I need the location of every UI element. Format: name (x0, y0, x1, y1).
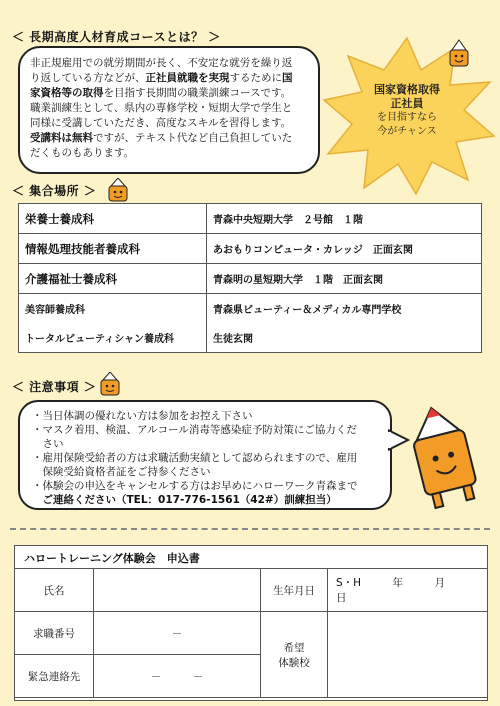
course-name: 美容師養成科 (19, 294, 207, 324)
section-title-meeting-place: ＜ 集合場所 ＞ (12, 184, 97, 198)
table-row (19, 234, 482, 264)
desc-line: ですが、テキスト代など自己負担していた (93, 132, 293, 144)
course-name: 情報処理技能者養成科 (19, 234, 207, 264)
birth-label: 生年月日 (261, 569, 328, 612)
desc-line: 同様に受講していただき、高度なスキルを習得します。 (30, 117, 292, 129)
desired-school-label (261, 612, 328, 698)
form-title: ハロートレーニング体験会 申込書 (24, 552, 200, 565)
application-form-table (14, 568, 488, 698)
birth-field[interactable]: S・H 年 月 日 (328, 569, 488, 612)
table-row (19, 294, 482, 324)
section-title-notes: ＜ 注意事項 ＞ (12, 380, 97, 394)
mascot-icon (104, 178, 132, 204)
meeting-place: あおもりコンピュータ・カレッジ 正面玄関 (207, 234, 482, 264)
meeting-place: 生徒玄関 (207, 323, 482, 353)
desc-emphasis: 国 (282, 72, 293, 84)
desc-line: 職業訓練生として、県内の専修学校・短期大学で学生と (30, 102, 293, 114)
form-row (15, 612, 488, 655)
course-name: 栄養士養成科 (19, 204, 207, 234)
section-title-course: ＜ 長期高度人材育成コースとは？ ＞ (12, 30, 221, 44)
meeting-place: 青森県ビューティー＆メディカル専門学校 (207, 294, 482, 324)
desired-school-label-1: 希望 (283, 641, 305, 654)
emergency-contact-label: 緊急連絡先 (15, 655, 94, 698)
name-field[interactable] (94, 569, 261, 612)
table-row (19, 264, 482, 294)
star-line-4: 今がチャンス (377, 126, 437, 137)
cut-line (10, 528, 490, 530)
mascot-icon (96, 372, 124, 398)
form-row (15, 569, 488, 612)
jobseeker-number-label: 求職番号 (15, 612, 94, 655)
note-line: 保険受給資格者証をご持参ください (32, 466, 211, 478)
pencil-mascot-large-icon (404, 404, 488, 514)
meeting-place: 青森明の星短期大学 １階 正面玄関 (207, 264, 482, 294)
star-message (340, 83, 474, 139)
desc-line: するために (229, 72, 282, 84)
notes-bubble (18, 400, 392, 510)
star-line-3: を目指すなら (377, 112, 437, 123)
desc-emphasis: 受講料は無料 (30, 132, 93, 144)
note-line: ・マスク着用、検温、アルコール消毒等感染症予防対策にご協力くだ (32, 424, 357, 436)
desc-emphasis: 正社員就職を実現 (145, 72, 230, 84)
name-label: 氏名 (15, 569, 94, 612)
star-line-2: 正社員 (390, 97, 424, 110)
note-line: ・当日体調の優れない方は参加をお控え下さい (32, 410, 253, 422)
meeting-place-table (18, 203, 482, 353)
course-name: トータルビューティシャン養成科 (19, 323, 207, 353)
course-name: 介護福祉士養成科 (19, 264, 207, 294)
note-line: ・体験会の申込をキャンセルする方はお早めにハローワーク青森まで (32, 480, 358, 492)
note-line: ・雇用保険受給者の方は求職活動実績として認められますので、雇用 (32, 452, 358, 464)
emergency-contact-field[interactable]: － － (94, 655, 261, 698)
desired-school-field[interactable] (328, 612, 488, 698)
note-line-contact: ご連絡ください（TEL：017-776-1561（42#）訓練担当） (32, 494, 337, 506)
desc-line: を目指す長期間の職業訓練コースです。 (103, 87, 292, 99)
desc-emphasis: 家資格等の取得 (30, 87, 104, 99)
desc-line: り返している方などが、 (30, 72, 146, 84)
star-line-1: 国家資格取得 (374, 83, 440, 96)
pencil-mascot-icon (450, 40, 468, 66)
meeting-place: 青森中央短期大学 ２号館 １階 (207, 204, 482, 234)
desc-line: 非正規雇用での就労期間が長く、不安定な就労を繰り返 (30, 57, 293, 69)
desc-line: だくものもあります。 (30, 147, 135, 159)
table-row (19, 204, 482, 234)
note-line: さい (32, 438, 64, 450)
course-description-bubble (18, 46, 320, 174)
desired-school-label-2: 体験校 (278, 656, 310, 669)
table-row (19, 323, 482, 353)
jobseeker-number-field[interactable]: － (94, 612, 261, 655)
